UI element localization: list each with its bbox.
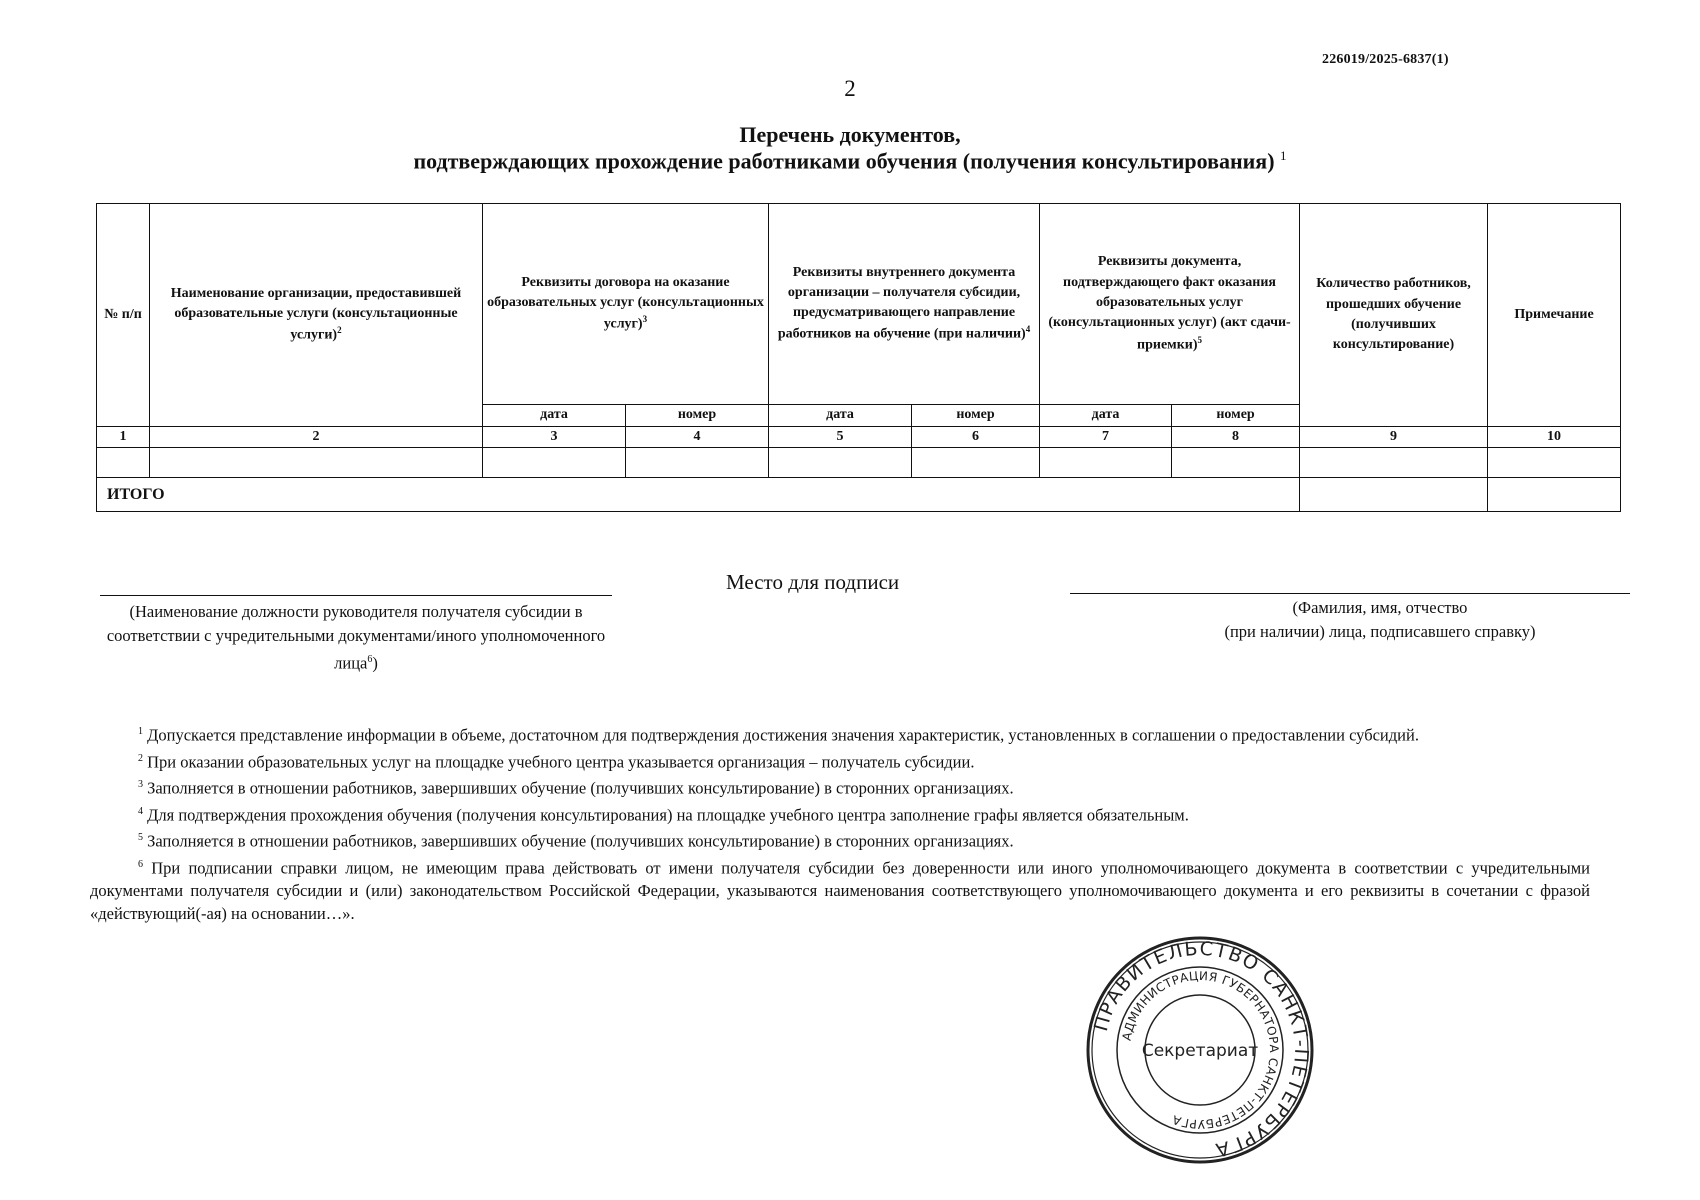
title-line-1: Перечень документов, — [739, 122, 961, 147]
footnote-text: Заполняется в отношении работников, завершивших обучение (получивших консультирование) в сторонних организациях. — [147, 831, 1014, 851]
table-cell — [1172, 448, 1300, 478]
subheader-number: номер — [912, 405, 1040, 427]
title-footnote-mark: 1 — [1280, 148, 1287, 163]
column-number-cell: 8 — [1172, 427, 1300, 448]
footnote-mark: 3 — [642, 314, 648, 325]
header-col-internal-doc-text: Реквизиты внутреннего документа организации – получателя субсидии, предусматривающего направление работников на обучение (при наличии) — [777, 264, 1026, 343]
position-caption-end: ) — [372, 653, 378, 673]
header-col-organization — [150, 204, 483, 427]
footnote — [90, 747, 1590, 774]
footnote — [90, 853, 1590, 926]
header-col-organization-text: Наименование организации, предоставившей образовательные услуги (консультационные услуги) — [170, 285, 462, 343]
table-cell — [912, 448, 1040, 478]
footnote-text: При подписании справки лицом, не имеющим права действовать от имени получателя субсидии без доверенности или иного уполномочивающего документа в соответствии с учредительными документами получателя субсидии и (или) законодательством Российской Федерации, указываются наименования соответствующего уполномочивающего документа и его реквизиты в сочетании с фразой «действующий(-ая) на основании…». — [90, 858, 1590, 923]
footnote — [90, 826, 1590, 853]
header-col-worker-count: Количество работников, прошедших обучение (получивших консультирование) — [1300, 204, 1488, 427]
header-col-contract — [483, 204, 769, 405]
position-caption-text: (Наименование должности руководителя получателя субсидии в соответствии с учредительными документами/иного уполномоченного лица — [106, 602, 606, 673]
page-number: 2 — [844, 76, 856, 101]
footnote-mark: 3 — [138, 779, 143, 790]
table-cell — [150, 448, 483, 478]
footnote-text: Допускается представление информации в объеме, достаточном для подтверждения достижения значения характеристик, установленных в соглашении о предоставлении субсидий. — [147, 725, 1419, 745]
column-number-cell: 9 — [1300, 427, 1488, 448]
footnote-mark: 6 — [138, 858, 143, 870]
header-col-act — [1040, 204, 1300, 405]
table-cell — [1300, 448, 1488, 478]
footnote-mark: 4 — [1025, 324, 1031, 335]
table-cell — [626, 448, 769, 478]
footnote-mark: 2 — [337, 325, 342, 336]
footnote-mark: 2 — [138, 752, 143, 764]
column-number-cell: 5 — [769, 427, 912, 448]
signature-place: Место для подписи — [726, 570, 900, 594]
footnote-mark: 1 — [138, 726, 143, 737]
column-number-cell: 3 — [483, 427, 626, 448]
position-signature-line — [100, 595, 612, 596]
title-line-2 — [0, 148, 1700, 174]
name-caption — [1140, 596, 1620, 644]
header-col-note: Примечание — [1488, 204, 1621, 427]
footnote — [90, 773, 1590, 800]
footnote-text: Для подтверждения прохождения обучения (получения консультирования) на площадке учебного центра заполнение графы является обязательным. — [147, 805, 1189, 824]
column-number-cell: 4 — [626, 427, 769, 448]
footnotes — [90, 720, 1590, 925]
subheader-number: номер — [626, 405, 769, 427]
subheader-number: номер — [1172, 405, 1300, 427]
position-caption — [100, 600, 612, 676]
title-line-2-text: подтверждающих прохождение работниками обучения (получения консультирования) — [413, 148, 1275, 174]
footnote — [90, 720, 1590, 747]
subheader-date: дата — [483, 405, 626, 427]
footnote-mark: 5 — [1197, 334, 1203, 345]
stamp-center-text: Секретариат — [1141, 1041, 1259, 1061]
subheader-date: дата — [1040, 405, 1172, 427]
column-number-cell: 7 — [1040, 427, 1172, 448]
stamp-inner-text: АДМИНИСТРАЦИЯ ГУБЕРНАТОРА САНКТ-ПЕТЕРБУРГА — [1119, 968, 1282, 1132]
column-number-cell: 1 — [97, 427, 150, 448]
official-stamp — [1085, 935, 1315, 1165]
footnote-text: Заполняется в отношении работников, завершивших обучение (получивших консультирование) в сторонних организациях. — [147, 778, 1014, 798]
footnote — [90, 800, 1590, 827]
table-cell — [483, 448, 626, 478]
subheader-date: дата — [769, 405, 912, 427]
footnote-mark: 5 — [138, 832, 143, 843]
footnote-mark: 4 — [138, 805, 143, 817]
documents-table — [96, 203, 1621, 512]
header-col-contract-text: Реквизиты договора на оказание образовательных услуг (консультационных услуг) — [487, 274, 764, 332]
name-caption-line-2: (при наличии) лица, подписавшего справку) — [1224, 622, 1536, 641]
name-caption-line-1: (Фамилия, имя, отчество — [1292, 598, 1468, 617]
document-id: 226019/2025-6837(1) — [1322, 52, 1449, 67]
table-cell — [769, 448, 912, 478]
table-cell — [1040, 448, 1172, 478]
header-col-number: № п/п — [97, 204, 150, 427]
footnote-mark: 6 — [367, 654, 373, 665]
total-count-cell — [1300, 478, 1488, 512]
header-col-act-text: Реквизиты документа, подтверждающего факт оказания образовательных услуг (консультационных услуг) (акт сдачи-приемки) — [1048, 254, 1291, 353]
column-number-cell: 10 — [1488, 427, 1621, 448]
table-header-row — [97, 204, 1621, 405]
column-numbers-row — [97, 427, 1621, 448]
total-note-cell — [1488, 478, 1621, 512]
header-col-internal-doc — [769, 204, 1040, 405]
column-number-cell: 2 — [150, 427, 483, 448]
stamp-outer-text: ПРАВИТЕЛЬСТВО САНКТ-ПЕТЕРБУРГА — [1089, 937, 1313, 1161]
total-row — [97, 478, 1621, 512]
total-label: ИТОГО — [97, 478, 1300, 512]
table-cell — [1488, 448, 1621, 478]
table-row — [97, 448, 1621, 478]
footnote-text: При оказании образовательных услуг на площадке учебного центра указывается организация – получатель субсидии. — [147, 752, 975, 771]
column-number-cell: 6 — [912, 427, 1040, 448]
name-signature-line — [1070, 593, 1630, 594]
table-cell — [97, 448, 150, 478]
